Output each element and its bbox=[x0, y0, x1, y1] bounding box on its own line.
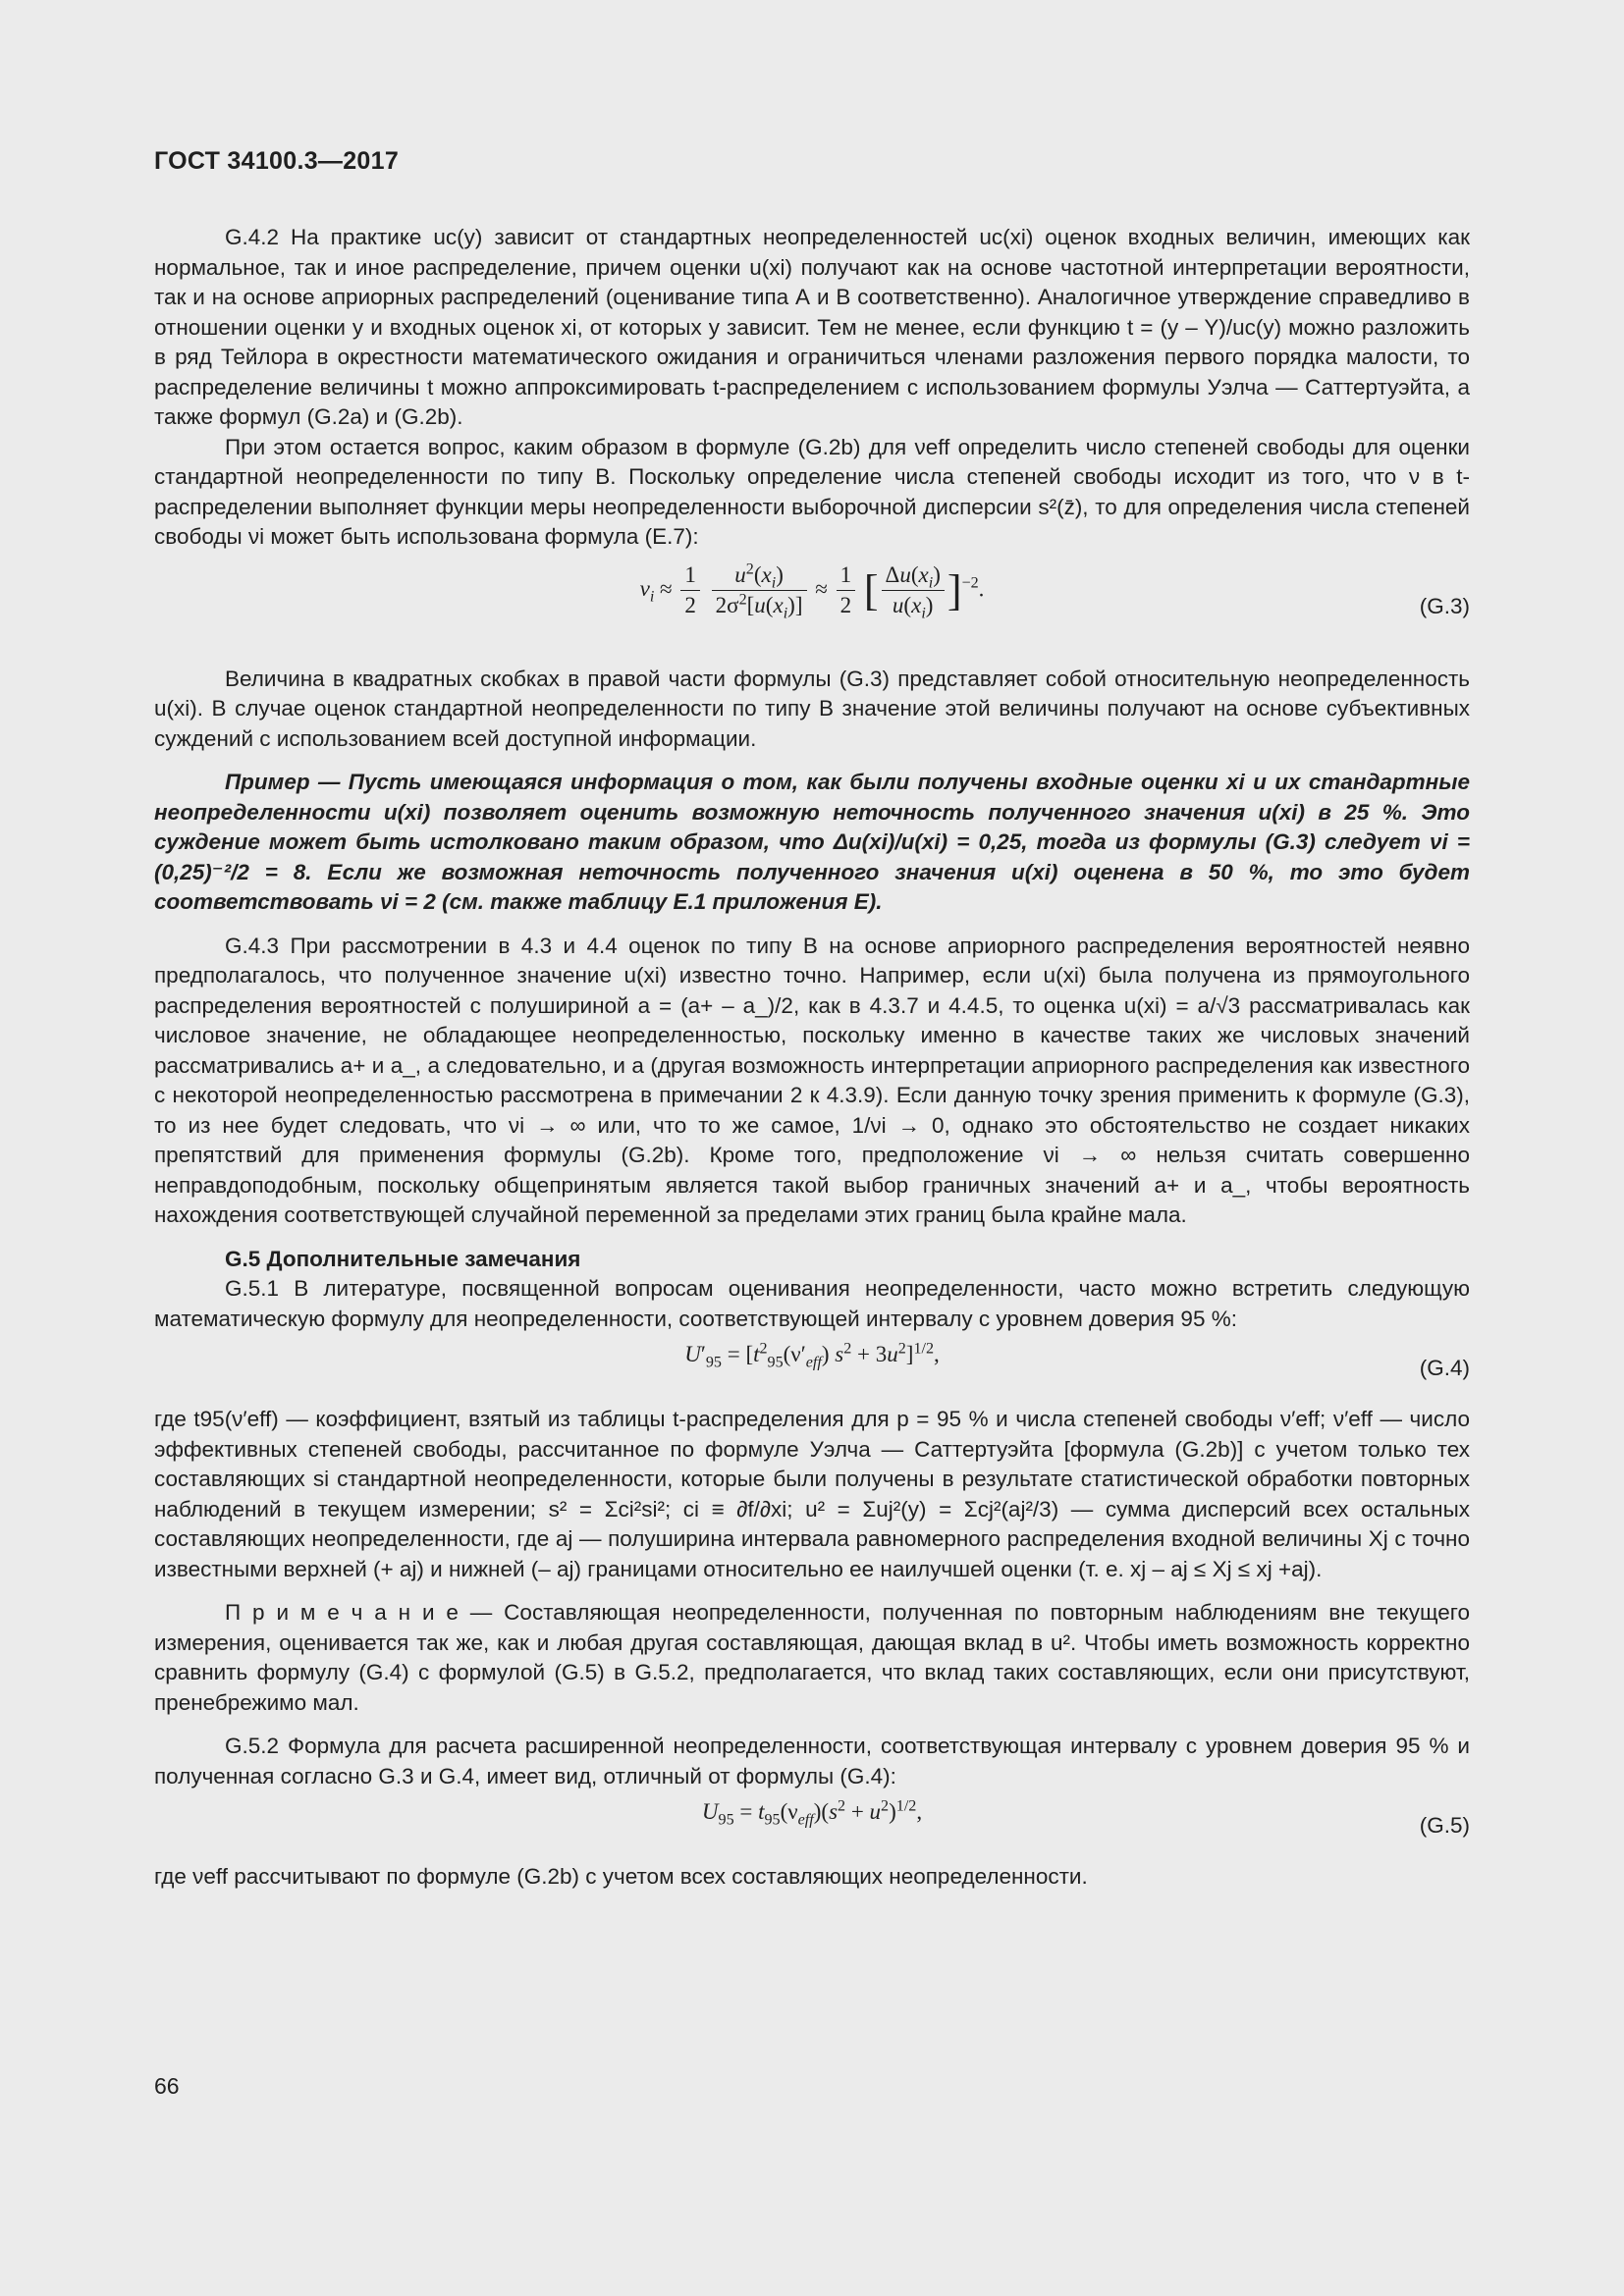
formula-g5 bbox=[154, 1797, 1470, 1852]
formula-g3-number: (G.3) bbox=[1419, 593, 1470, 618]
formula-g5-number: (G.5) bbox=[1419, 1813, 1470, 1838]
paragraph-g3-explanation: Величина в квадратных скобках в правой части формулы (G.3) представляет собой относительную неопределенность u(xi). В случае оценок стандартной неопределенности по типу В значение этой величины получают на основе субъективных суждений с использованием всей доступной информации. bbox=[154, 666, 1470, 751]
paragraph-g43: G.4.3 При рассмотрении в 4.3 и 4.4 оценок по типу В на основе априорного распределения вероятностей неявно предполагалось, что полученное значение u(xi) известно точно. Например, если u(xi) была получена из прямоугольного распределения вероятностей с полушириной a = (a+ – a_)/2, как в 4.3.7 и 4.4.5, то оценка u(xi) = a/√3 рассматривалась как числовое значение, не обладающее неопределенностью, поскольку именно в качестве таких же числовых значений рассматривались a+ и a_, а следовательно, и a (другая возможность интерпретации априорного распределения как известного с некоторой неопределенностью рассмотрена в примечании 2 к 4.3.9). Если данную точку зрения применить к формуле (G.3), то из нее будет следовать, что νi → ∞ или, что то же самое, 1/νi → 0, однако это обстоятельство не создает никаких препятствий для применения формулы (G.2b). Кроме того, предположение νi → ∞ нельзя считать совершенно неправдоподобным, поскольку общепринятым является такой выбор граничных значений a+ и a_, чтобы вероятность нахождения соответствующей случайной переменной за пределами этих границ была крайне мала. bbox=[154, 933, 1470, 1227]
paragraph-g42-cont: При этом остается вопрос, каким образом в формуле (G.2b) для νeff определить число степеней свободы для оценки стандартной неопределенности по типу В. Поскольку определение числа степеней свободы исходит из того, что ν в t-распределении выполняет функции меры неопределенности выборочной дисперсии s²(z̄), то для определения числа степеней свободы νi может быть использована формула (Е.7): bbox=[154, 434, 1470, 549]
formula-g4-expression: $U'_{95} = [t^2_{95}(\nu'_{eff}) s^2 + 3u^2]^{1/2}$, bbox=[684, 1340, 940, 1371]
page-number: 66 bbox=[154, 2073, 180, 2099]
example-paragraph: Пример — Пусть имеющаяся информация о том, как были получены входные оценки xi и их стандартные неопределенности u(xi) позволяет оценить возможную неточность полученного значения u(xi) в 25 %. Это суждение может быть истолковано таким образом, что Δu(xi)/u(xi) = 0,25, тогда из формулы (G.3) следует νi = (0,25)⁻²/2 = 8. Если же возможная неточность полученного значения u(xi) оценена в 50 %, то это будет соответствовать νi = 2 (см. также таблицу Е.1 приложения Е). bbox=[154, 770, 1470, 914]
paragraph-g42: G.4.2 На практике uc(y) зависит от стандартных неопределенностей uc(xi) оценок входных величин, имеющих как нормальное, так и иное распределение, причем оценки u(xi) получают как на основе частотной интерпретации вероятности, так и на основе априорных распределений (оценивание типа А и В соответственно). Аналогичное утверждение справедливо в отношении оценки y и входных оценок xi, от которых y зависит. Тем не менее, если функцию t = (y – Y)/uc(y) можно разложить в ряд Тейлора в окрестности математического ожидания и ограничиться членами разложения первого порядка малости, то распределение величины t можно аппроксимировать t-распределением с использованием формулы Уэлча — Саттертуэйта, а также формул (G.2a) и (G.2b). bbox=[154, 225, 1470, 429]
document-header: ГОСТ 34100.3—2017 bbox=[154, 147, 400, 175]
formula-g5-expression: $U_{95} = t_{95}(\nu_{eff})(s^2 + u^2)^{1/2}$, bbox=[701, 1797, 923, 1829]
formula-g3-expression: $\nu_i$ ≈ $\frac{1}{2}$ $\frac{u^2(x_i)}{2\sigma^2[u(x_i)]}$ ≈ $\frac{1}{2}$ [ $\frac{\Delta u(x_i)}{u(x_i)}$ ]$^{-2}$. bbox=[639, 560, 985, 622]
formula-g3 bbox=[154, 561, 1470, 651]
paragraph-g4-definitions: где t95(ν′eff) — коэффициент, взятый из таблицы t-распределения для p = 95 % и числа степеней свободы ν′eff; ν′eff — число эффективных степеней свободы, рассчитанное по формуле Уэлча — Саттертуэйта [формула (G.2b)] с учетом только тех составляющих si стандартной неопределенности, которые были получены в результате статистической обработки повторных наблюдений в текущем измерении; s² = Σci²si²; ci ≡ ∂f/∂xi; u² = Σuj²(y) = Σcj²(aj²/3) — сумма дисперсий всех остальных составляющих неопределенности, где aj — полуширина интервала равномерного распределения входной величины Xj с точно известными верхней (+ aj) и нижней (– aj) границами относительно ее наилучшей оценки (т. е. xj – aj ≤ Xj ≤ xj +aj). bbox=[154, 1407, 1470, 1581]
paragraph-g5-definition: где νeff рассчитывают по формуле (G.2b) с учетом всех составляющих неопределенности. bbox=[154, 1864, 1088, 1889]
formula-g4-number: (G.4) bbox=[1419, 1356, 1470, 1380]
section-heading-g5: G.5 Дополнительные замечания bbox=[225, 1246, 581, 1271]
note-paragraph: П р и м е ч а н и е — Составляющая неопределенности, полученная по повторным наблюдениям вне текущего измерения, оценивается так же, как и любая другая составляющая, дающая вклад в u². Чтобы иметь возможность корректно сравнить формулу (G.4) с формулой (G.5) в G.5.2, предполагается, что вклад таких составляющих, если они присутствуют, пренебрежимо мал. bbox=[154, 1600, 1470, 1715]
formula-g4 bbox=[154, 1340, 1470, 1395]
paragraph-g52: G.5.2 Формула для расчета расширенной неопределенности, соответствующая интервалу с уровнем доверия 95 % и полученная согласно G.3 и G.4, имеет вид, отличный от формулы (G.4): bbox=[154, 1734, 1470, 1789]
paragraph-g51: G.5.1 В литературе, посвященной вопросам оценивания неопределенности, часто можно встретить следующую математическую формулу для неопределенности, соответствующей интервалу с уровнем доверия 95 %: bbox=[154, 1276, 1470, 1331]
document-body bbox=[154, 223, 1470, 1893]
